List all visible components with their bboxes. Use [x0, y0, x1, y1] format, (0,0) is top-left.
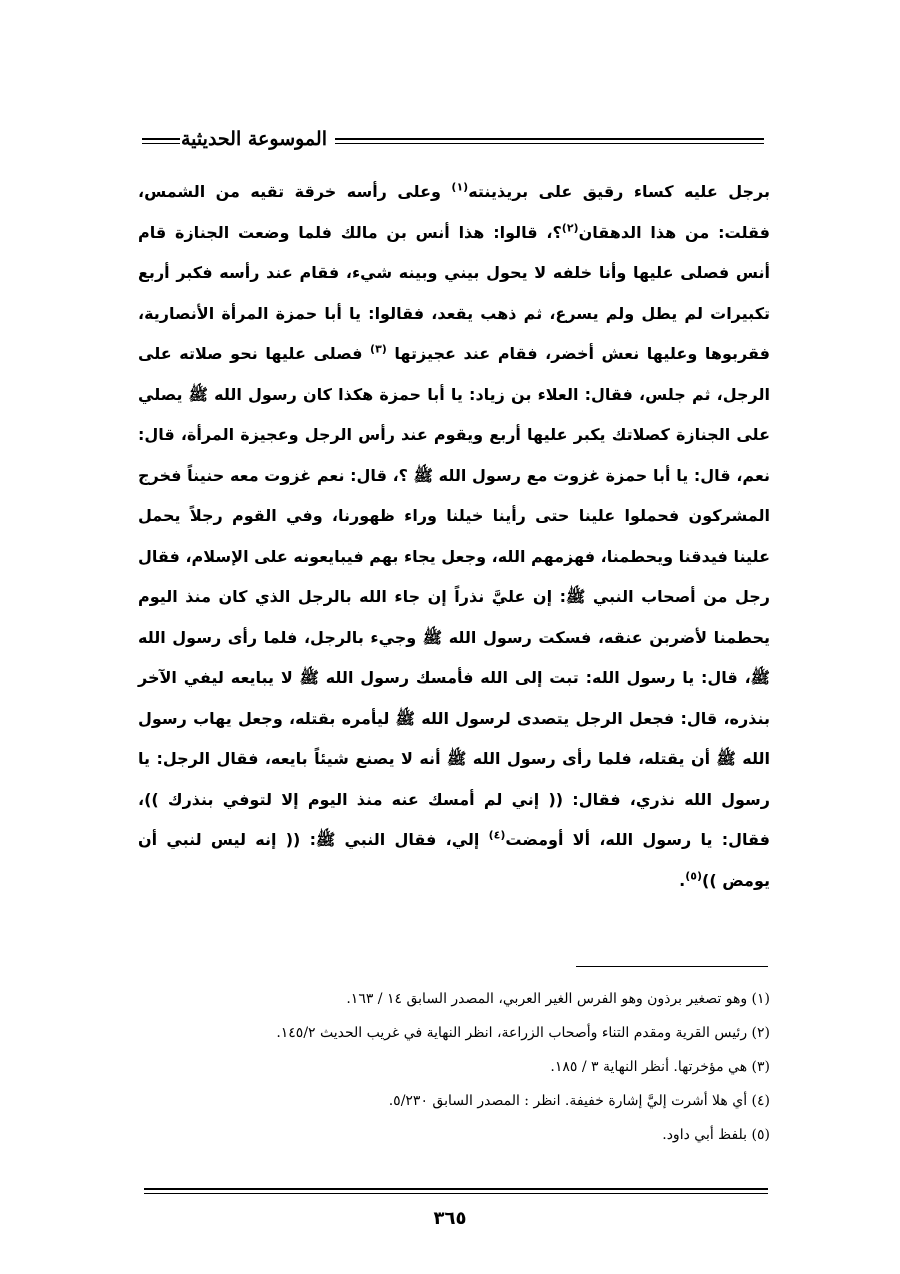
footnote-ref-1: (١) [451, 180, 469, 194]
text-segment: ؟، قالوا: هذا أنس بن مالك فلما وضعت الجنازة قام أنس فصلى عليها وأنا خلفه لا يحول بيني وبينه شيء، فقام عند رأسه فكبر أربع تكبيرات لم يطل ولم يسرع، ثم ذهب يقعد، فقالوا: يا أبا حمزة المرأة الأنصارية، فقربوها وعليها نعش أخضر، فقام عند عجيزتها [138, 222, 770, 363]
footnote-4: (٤) أي هلا أشرت إليَّ إشارة خفيفة. انظر : المصدر السابق ٥/٢٣٠. [388, 1093, 770, 1109]
text-segment: وعلى رأسه خرقة تقيه من الشمس، فقلت: من هذا الدهقان [138, 182, 770, 242]
footnote-ref-2: (٢) [561, 221, 579, 235]
text-segment: فصلى عليها نحو صلاته على الرجل، ثم جلس، فقال: العلاء بن زياد: يا أبا حمزة هكذا كان رسول الله ﷺ يصلي على الجنازة كصلاتك يكبر عليها أربع ويقوم عند رأس الرجل وعجيزة المرأة، قال: نعم، قال: يا أبا حمزة غزوت مع رسول الله ﷺ ؟، قال: نعم غزوت معه حنيناً فخرج المشركون فحملوا علينا حتى رأينا خيلنا وراء ظهورنا، وفي القوم رجلاً يحمل علينا فيدقنا ويحطمنا، فهزمهم الله، وجعل يجاء بهم فيبايعونه على الإسلام، فقال رجل من أصحاب النبي ﷺ: إن عليَّ نذراً إن جاء الله بالرجل الذي كان منذ اليوم يحطمنا لأضربن عنقه، فسكت رسول الله ﷺ وجيء بالرجل، فلما رأى رسول الله ﷺ، قال: يا رسول الله: تبت إلى الله فأمسك رسول الله ﷺ لا يبايعه ليفي الآخر بنذره، قال: فجعل الرجل يتصدى لرسول الله ﷺ ليأمره بقتله، وجعل يهاب رسول الله ﷺ أن يقتله، فلما رأى رسول الله ﷺ أنه لا يصنع شيئاً بايعه، فقال الرجل: يا رسول الله نذري، فقال: (( إني لم أمسك عنه منذ اليوم إلا لتوفي بنذرك ))، فقال: يا رسول الله، ألا أومضت [138, 344, 770, 849]
footnote-ref-3: (٣) [370, 342, 387, 356]
page-number: ٣٦٥ [433, 1208, 467, 1229]
footnote-ref-5: (٥) [685, 869, 703, 883]
footnote-3: (٣) هي مؤخرتها. أنظر النهاية ٣ / ١٨٥. [550, 1059, 770, 1075]
page-header [142, 122, 764, 162]
footnote-1: (١) وهو تصغير برذون وهو الفرس الغير العربي، المصدر السابق ١٤ / ١٦٣. [346, 991, 770, 1007]
footnote-2: (٢) رئيس القرية ومقدم التناء وأصحاب الزراعة، انظر النهاية في غريب الحديث ١٤٥/٢. [276, 1025, 770, 1041]
main-paragraph [138, 172, 770, 901]
footer-rule [144, 1188, 768, 1194]
footnote-ref-4: (٤) [488, 828, 506, 842]
footnotes [146, 982, 770, 1152]
text-segment: . [679, 870, 686, 890]
header-rule-left [142, 138, 180, 144]
text-segment: إلي، فقال النبي ﷺ: (( إنه ليس لنبي أن يومض )) [138, 830, 770, 890]
book-title: الموسوعة الحديثية [181, 128, 327, 150]
text-segment: برجل عليه كساء رقيق على بريذينته [468, 182, 770, 201]
footnote-separator [576, 966, 768, 967]
header-rule-right [335, 138, 764, 144]
footnote-5: (٥) بلفظ أبي داود. [662, 1127, 770, 1143]
main-text [138, 172, 770, 901]
